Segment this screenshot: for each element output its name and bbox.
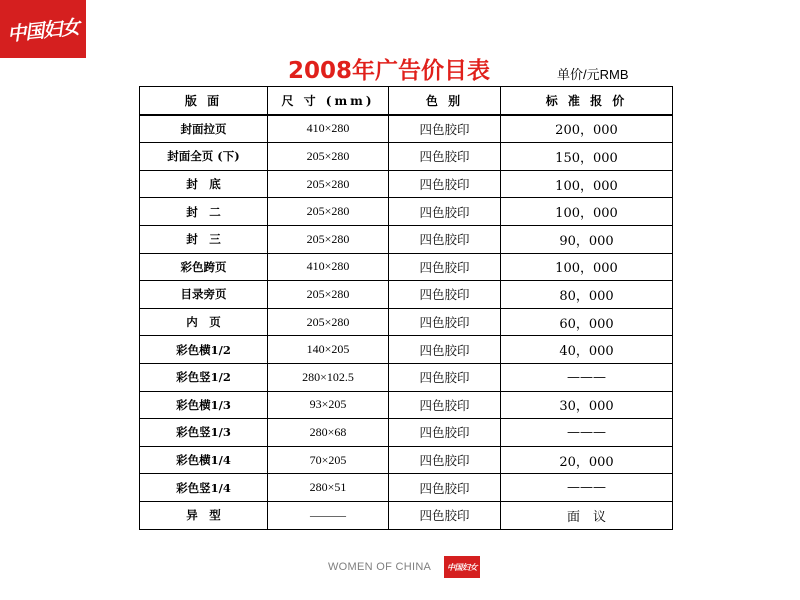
cell-size: 205×280 xyxy=(268,198,389,226)
cell-color: 四色胶印 xyxy=(389,198,501,226)
cell-price: 20，000 xyxy=(501,446,673,474)
cell-color: 四色胶印 xyxy=(389,253,501,281)
table-row xyxy=(140,446,673,474)
table-row xyxy=(140,419,673,447)
table-row xyxy=(140,363,673,391)
footer-logo xyxy=(444,556,480,578)
header-size: 尺 寸 (mm) xyxy=(268,87,389,115)
cell-price: 30，000 xyxy=(501,391,673,419)
cell-page: 封面拉页 xyxy=(140,115,268,143)
table-row xyxy=(140,474,673,502)
table-row xyxy=(140,281,673,309)
header-price: 标 准 报 价 xyxy=(501,87,673,115)
footer-logo-text: 中国妇女 xyxy=(447,561,477,572)
cell-color: 四色胶印 xyxy=(389,391,501,419)
cell-color: 四色胶印 xyxy=(389,419,501,447)
cell-color: 四色胶印 xyxy=(389,363,501,391)
cell-page: 彩色竖1/3 xyxy=(140,419,268,447)
table-row xyxy=(140,336,673,364)
cell-price: 90，000 xyxy=(501,225,673,253)
table-row xyxy=(140,225,673,253)
cell-page: 彩色竖1/4 xyxy=(140,474,268,502)
cell-page: 封 底 xyxy=(140,170,268,198)
unit-label: 单价/元RMB xyxy=(557,67,629,82)
cell-color: 四色胶印 xyxy=(389,281,501,309)
cell-price: 100，000 xyxy=(501,253,673,281)
cell-size: 205×280 xyxy=(268,143,389,171)
cell-page: 彩色横1/4 xyxy=(140,446,268,474)
table-row xyxy=(140,501,673,529)
table-header-row xyxy=(140,87,673,115)
cell-color: 四色胶印 xyxy=(389,474,501,502)
cell-price: 150，000 xyxy=(501,143,673,171)
table-row xyxy=(140,198,673,226)
table-row xyxy=(140,143,673,171)
cell-price: 100，000 xyxy=(501,170,673,198)
cell-price: 面 议 xyxy=(501,501,673,529)
cell-price: ——— xyxy=(501,363,673,391)
table-row xyxy=(140,253,673,281)
cell-page: 彩色横1/2 xyxy=(140,336,268,364)
cell-color: 四色胶印 xyxy=(389,115,501,143)
cell-color: 四色胶印 xyxy=(389,225,501,253)
cell-color: 四色胶印 xyxy=(389,501,501,529)
cell-color: 四色胶印 xyxy=(389,308,501,336)
cell-page: 封面全页 (下) xyxy=(140,143,268,171)
cell-color: 四色胶印 xyxy=(389,336,501,364)
cell-color: 四色胶印 xyxy=(389,143,501,171)
cell-size: 280×68 xyxy=(268,419,389,447)
table-row xyxy=(140,115,673,143)
cell-size: 140×205 xyxy=(268,336,389,364)
cell-page: 异 型 xyxy=(140,501,268,529)
table-row xyxy=(140,308,673,336)
header-color: 色 别 xyxy=(389,87,501,115)
table-row xyxy=(140,170,673,198)
cell-size: 280×102.5 xyxy=(268,363,389,391)
footer-brand-text: WOMEN OF CHINA xyxy=(328,561,432,573)
cell-size: 280×51 xyxy=(268,474,389,502)
cell-size: 205×280 xyxy=(268,281,389,309)
cell-price: 40，000 xyxy=(501,336,673,364)
cell-color: 四色胶印 xyxy=(389,170,501,198)
cell-size: 410×280 xyxy=(268,253,389,281)
price-table xyxy=(139,86,673,530)
cell-size: 205×280 xyxy=(268,308,389,336)
cell-price: 80，000 xyxy=(501,281,673,309)
cell-price: 100，000 xyxy=(501,198,673,226)
cell-size: 93×205 xyxy=(268,391,389,419)
brand-logo-text: 中国妇女 xyxy=(6,15,81,46)
cell-size: 205×280 xyxy=(268,170,389,198)
header-page: 版 面 xyxy=(140,87,268,115)
cell-color: 四色胶印 xyxy=(389,446,501,474)
cell-page: 封 三 xyxy=(140,225,268,253)
cell-price: 60，000 xyxy=(501,308,673,336)
cell-size: 410×280 xyxy=(268,115,389,143)
cell-size: ——— xyxy=(268,501,389,529)
page-title: 2008年广告价目表 xyxy=(288,58,491,84)
cell-page: 目录旁页 xyxy=(140,281,268,309)
table-row xyxy=(140,391,673,419)
cell-price: 200，000 xyxy=(501,115,673,143)
cell-page: 内 页 xyxy=(140,308,268,336)
cell-size: 205×280 xyxy=(268,225,389,253)
cell-price: ——— xyxy=(501,474,673,502)
cell-page: 封 二 xyxy=(140,198,268,226)
cell-page: 彩色竖1/2 xyxy=(140,363,268,391)
cell-size: 70×205 xyxy=(268,446,389,474)
cell-page: 彩色跨页 xyxy=(140,253,268,281)
cell-price: ——— xyxy=(501,419,673,447)
cell-page: 彩色横1/3 xyxy=(140,391,268,419)
brand-logo xyxy=(0,0,86,58)
